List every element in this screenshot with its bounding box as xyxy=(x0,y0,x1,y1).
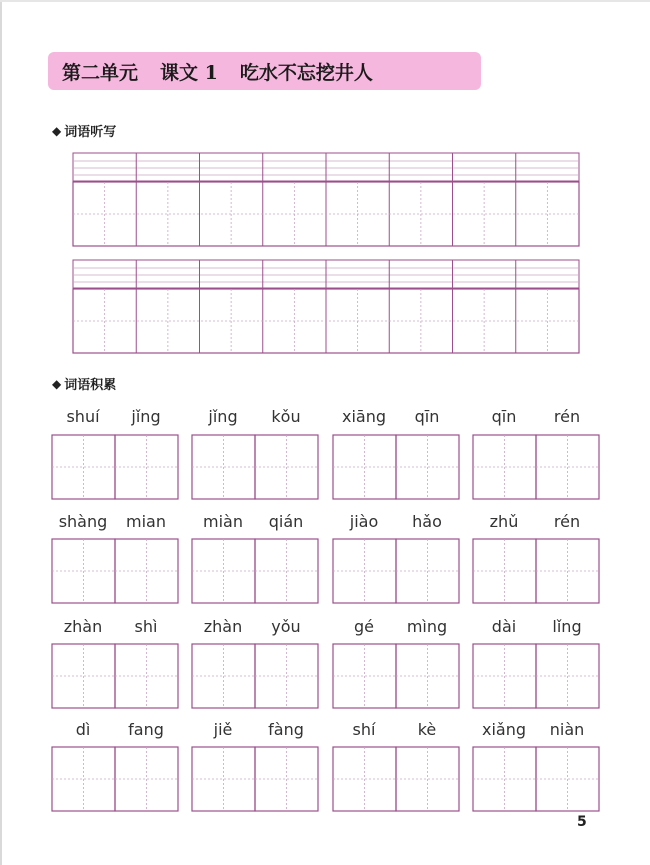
pinyin-syllable: miàn xyxy=(203,512,243,531)
pinyin-syllable: zhǔ xyxy=(489,512,519,531)
pinyin-syllable: jǐng xyxy=(208,407,238,426)
pinyin-syllable: jǐng xyxy=(131,407,161,426)
writing-box-pair[interactable] xyxy=(332,434,460,500)
pinyin-syllable: lǐng xyxy=(552,617,582,636)
writing-box-pair[interactable] xyxy=(332,538,460,604)
writing-box-pair[interactable] xyxy=(191,643,319,709)
unit-title: 第二单元 xyxy=(62,61,139,84)
pinyin-row xyxy=(0,512,650,536)
writing-box-pair[interactable] xyxy=(332,746,460,812)
pinyin-syllable: kǒu xyxy=(271,407,301,426)
writing-box-pair[interactable] xyxy=(191,538,319,604)
pinyin-syllable: yǒu xyxy=(271,617,301,636)
pinyin-syllable: qīn xyxy=(414,407,440,426)
pinyin-syllable: zhàn xyxy=(203,617,243,636)
writing-box-pair[interactable] xyxy=(51,538,179,604)
dictation-grid-2[interactable] xyxy=(72,259,580,357)
section-accumulation-heading xyxy=(52,374,116,393)
pinyin-syllable: rén xyxy=(553,407,581,426)
pinyin-syllable: zhàn xyxy=(63,617,103,636)
pinyin-syllable: shí xyxy=(352,720,376,739)
writing-box-pair[interactable] xyxy=(472,746,600,812)
pinyin-syllable: shuí xyxy=(66,407,100,426)
pinyin-syllable: fàng xyxy=(268,720,304,739)
writing-box-pair[interactable] xyxy=(51,746,179,812)
pinyin-row xyxy=(0,407,650,431)
writing-box-pair[interactable] xyxy=(472,538,600,604)
pinyin-syllable: gé xyxy=(354,617,374,636)
pinyin-syllable: jiě xyxy=(213,720,233,739)
pinyin-row xyxy=(0,617,650,641)
section-dictation-label: 词语听写 xyxy=(64,125,117,140)
writing-box-pair[interactable] xyxy=(51,643,179,709)
pinyin-syllable: qīn xyxy=(491,407,517,426)
pinyin-syllable: xiāng xyxy=(341,407,386,426)
pinyin-syllable: fang xyxy=(128,720,164,739)
pinyin-syllable: dì xyxy=(75,720,91,739)
diamond-bullet-icon: ◆ xyxy=(52,376,62,391)
pinyin-syllable: niàn xyxy=(549,720,585,739)
diamond-bullet-icon: ◆ xyxy=(52,123,62,138)
pinyin-syllable: hǎo xyxy=(412,512,442,531)
writing-box-pair[interactable] xyxy=(472,643,600,709)
writing-box-pair[interactable] xyxy=(51,434,179,500)
pinyin-syllable: shì xyxy=(134,617,158,636)
pinyin-syllable: mìng xyxy=(406,617,448,636)
pinyin-syllable: dài xyxy=(491,617,517,636)
page-edge-top xyxy=(0,0,650,2)
page-number: 5 xyxy=(577,814,587,830)
pinyin-syllable: kè xyxy=(417,720,437,739)
pinyin-syllable: jiào xyxy=(349,512,379,531)
writing-box-pair[interactable] xyxy=(472,434,600,500)
pinyin-syllable: shàng xyxy=(58,512,108,531)
pinyin-syllable: mian xyxy=(126,512,166,531)
pinyin-syllable: xiǎng xyxy=(481,720,526,739)
lesson-name: 吃水不忘挖井人 xyxy=(239,61,373,84)
dictation-grid-1[interactable] xyxy=(72,152,580,250)
section-dictation-heading xyxy=(52,121,116,140)
lesson-number: 课文 1 xyxy=(160,61,218,84)
writing-box-pair[interactable] xyxy=(191,434,319,500)
writing-box-pair[interactable] xyxy=(191,746,319,812)
pinyin-row xyxy=(0,720,650,744)
pinyin-syllable: rén xyxy=(553,512,581,531)
lesson-title-banner xyxy=(48,52,481,90)
writing-box-pair[interactable] xyxy=(332,643,460,709)
pinyin-syllable: qián xyxy=(268,512,304,531)
section-accumulation-label: 词语积累 xyxy=(64,378,117,393)
